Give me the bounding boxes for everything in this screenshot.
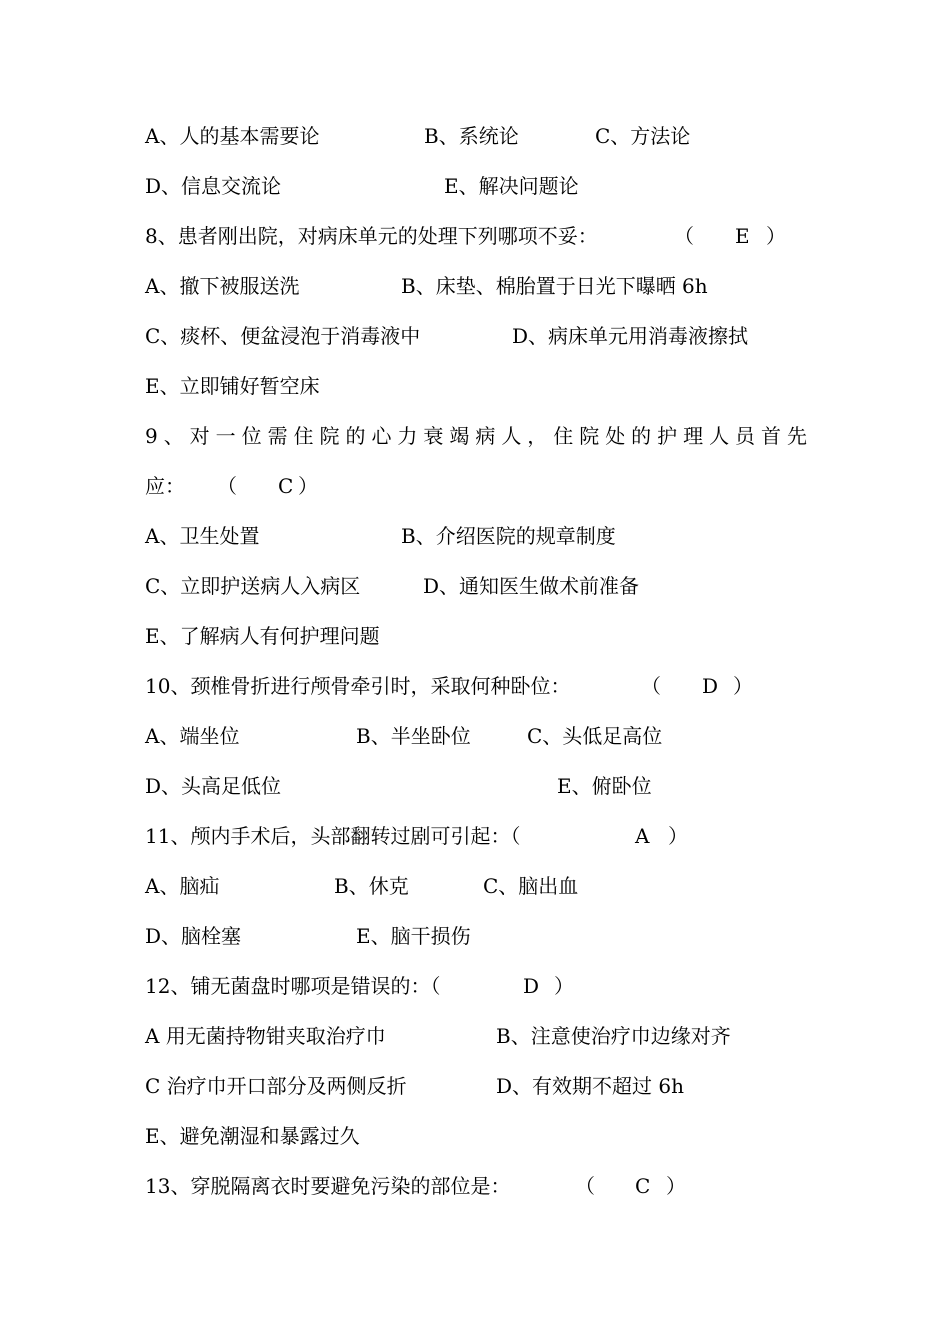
option-d: D、信息交流论: [145, 174, 282, 198]
answer-paren-open: （: [641, 674, 661, 698]
option-b: B、半坐卧位: [356, 724, 471, 748]
option-d: D、病床单元用消毒液擦拭: [512, 324, 749, 348]
question-text: 12、铺无菌盘时哪项是错误的：（: [145, 974, 441, 998]
question-text: 11、颅内手术后，头部翻转过剧可引起：（: [145, 824, 521, 848]
answer-paren-close: ）: [733, 674, 753, 698]
answer-paren-open: （: [217, 474, 237, 498]
option-b: B、注意使治疗巾边缘对齐: [496, 1024, 731, 1048]
question-text: 8、患者刚出院，对病床单元的处理下列哪项不妥：: [145, 224, 598, 248]
answer-letter: D: [523, 974, 540, 998]
question-text: 9、对一位需住院的心力衰竭病人，住院处的护理人员首先: [145, 424, 807, 448]
answer-letter: D: [702, 674, 719, 698]
option-e: E、了解病人有何护理问题: [145, 624, 380, 648]
answer-letter: E: [735, 224, 750, 248]
answer-paren-close: ）: [668, 824, 688, 848]
option-e: E、俯卧位: [557, 774, 652, 798]
option-d: D、通知医生做术前准备: [423, 574, 640, 598]
answer-paren-close: ）: [766, 224, 786, 248]
answer-paren-open: （: [674, 224, 694, 248]
answer-paren-close: ）: [666, 1174, 686, 1198]
option-c: C、立即护送病人入病区: [145, 574, 361, 598]
answer-paren-close: ）: [554, 974, 574, 998]
option-b: B、休克: [334, 874, 409, 898]
option-c: C、头低足高位: [527, 724, 663, 748]
option-b: B、床垫、棉胎置于日光下曝晒 6h: [401, 274, 708, 298]
answer-paren-close: ）: [298, 474, 318, 498]
question-text: 10、颈椎骨折进行颅骨牵引时，采取何种卧位：: [145, 674, 571, 698]
answer-letter: C: [278, 474, 294, 498]
option-b: B、介绍医院的规章制度: [401, 524, 616, 548]
option-e: E、避免潮湿和暴露过久: [145, 1124, 360, 1148]
option-d: D、头高足低位: [145, 774, 282, 798]
option-a: A、脑疝: [145, 874, 220, 898]
option-c: C、脑出血: [483, 874, 579, 898]
question-text: 13、穿脱隔离衣时要避免污染的部位是：: [145, 1174, 511, 1198]
option-a: A、卫生处置: [145, 524, 260, 548]
option-e: E、脑干损伤: [356, 924, 471, 948]
option-a: A、人的基本需要论: [145, 124, 320, 148]
option-d: D、有效期不超过 6h: [496, 1074, 684, 1098]
option-e: E、解决问题论: [444, 174, 579, 198]
option-c: C、痰杯、便盆浸泡于消毒液中: [145, 324, 421, 348]
answer-letter: C: [635, 1174, 651, 1198]
answer-letter: A: [635, 824, 650, 848]
option-b: B、系统论: [424, 124, 519, 148]
option-d: D、脑栓塞: [145, 924, 242, 948]
option-a: A、端坐位: [145, 724, 240, 748]
answer-paren-open: （: [575, 1174, 595, 1198]
option-e: E、立即铺好暂空床: [145, 374, 320, 398]
option-a: A 用无菌持物钳夹取治疗巾: [145, 1024, 386, 1048]
option-a: A、撤下被服送洗: [145, 274, 300, 298]
option-c: C、方法论: [595, 124, 691, 148]
question-text: 应：: [145, 474, 185, 498]
option-c: C 治疗巾开口部分及两侧反折: [145, 1074, 407, 1098]
